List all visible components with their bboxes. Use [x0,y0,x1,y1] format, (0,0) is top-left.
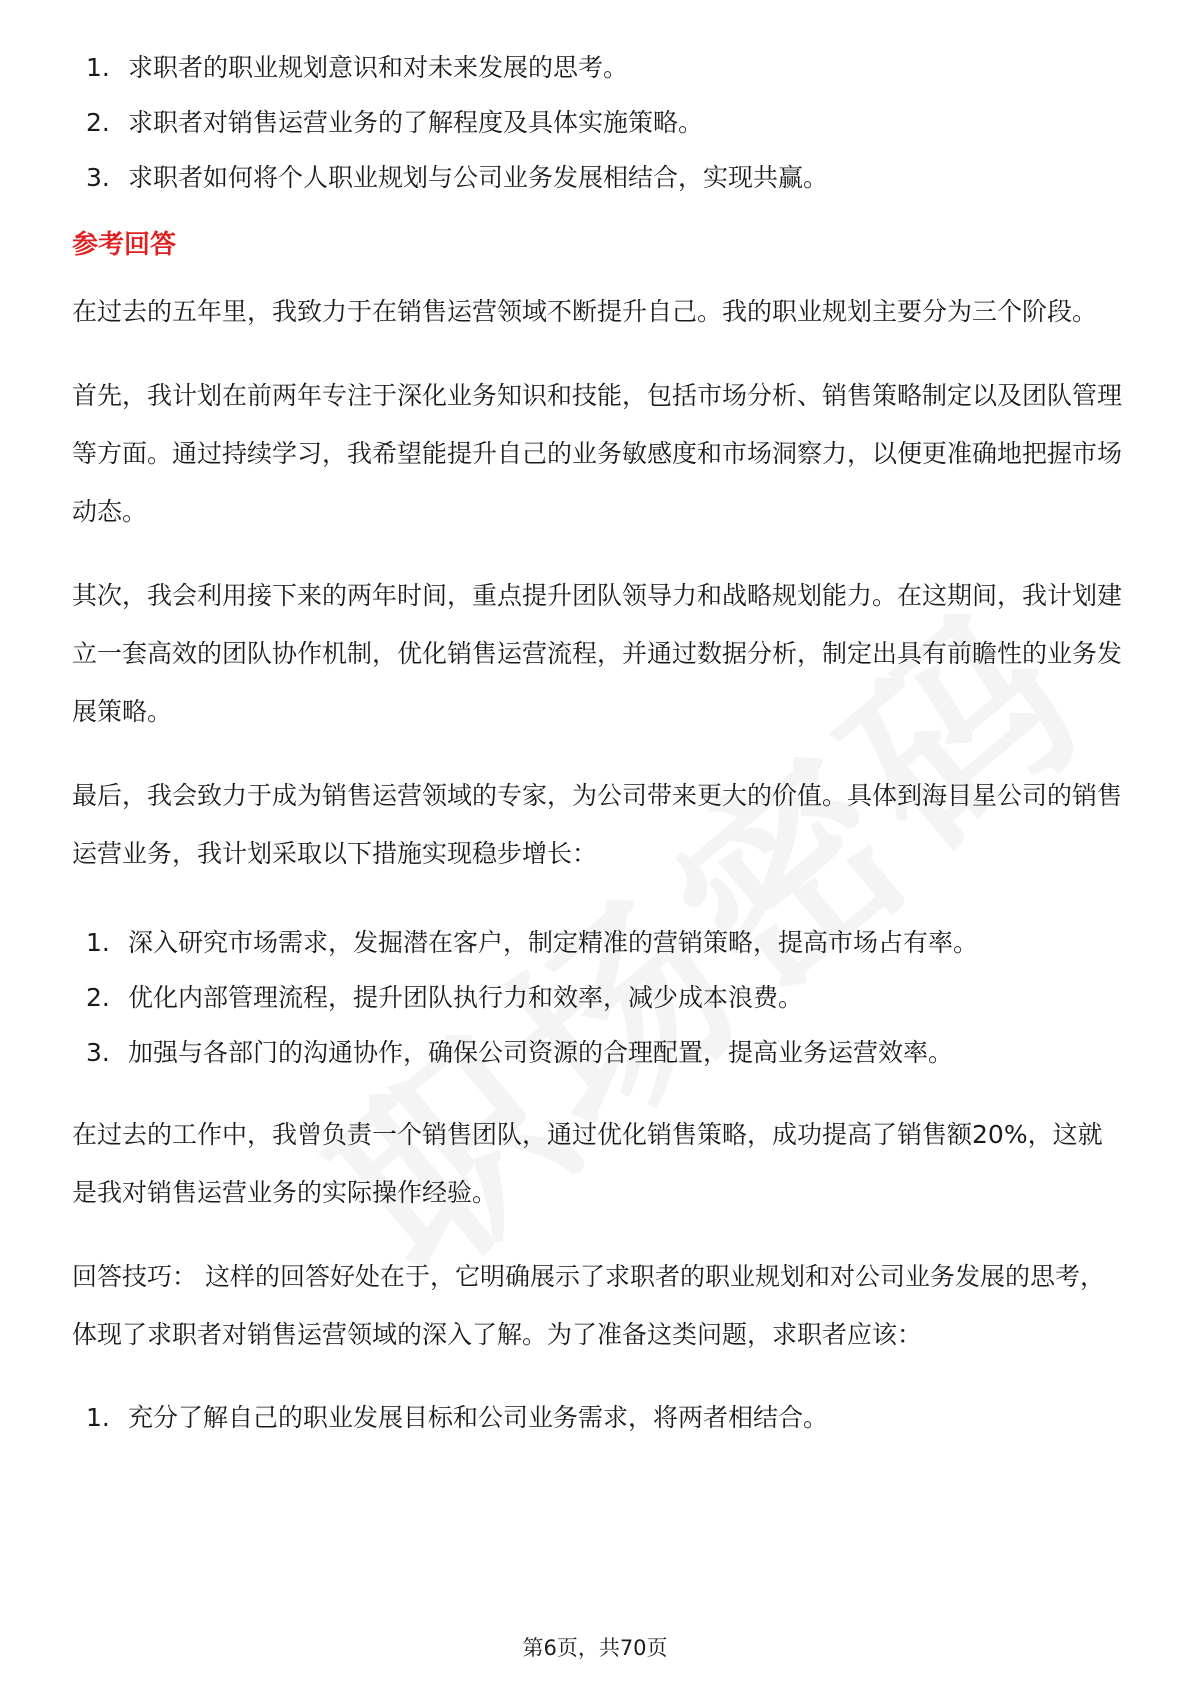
list-number: 1. [86,1403,110,1432]
list-number: 1. [86,928,110,957]
list-number: 1. [86,53,110,82]
section-title: 参考回答 [72,230,177,260]
page-number: 第6页，共70页 [522,1636,668,1660]
paragraph: 最后，我会致力于成为销售运营领域的专家，为公司带来更大的价值。具体到海目星公司的销售运营业务，我计划采取以下措施实现稳步增长： [72,781,1123,868]
list-item [72,150,1122,205]
list-text: 充分了解自己的职业发展目标和公司业务需求，将两者相结合。 [128,1403,829,1432]
list-text: 优化内部管理流程，提升团队执行力和效率，减少成本浪费。 [128,983,804,1012]
measures-list [72,915,1122,1080]
paragraph: 首先，我计划在前两年专注于深化业务知识和技能，包括市场分析、销售策略制定以及团队管理等方面。通过持续学习，我希望能提升自己的业务敏感度和市场洞察力，以便更准确地把握市场动态。 [72,381,1123,526]
intro-list [72,40,1122,205]
paragraph: 在过去的五年里，我致力于在销售运营领域不断提升自己。我的职业规划主要分为三个阶段。 [72,297,1098,326]
list-text: 加强与各部门的沟通协作，确保公司资源的合理配置，提高业务运营效率。 [128,1038,954,1067]
list-text: 求职者对销售运营业务的了解程度及具体实施策略。 [128,108,704,137]
list-number: 3. [86,1038,110,1067]
list-text: 深入研究市场需求，发掘潜在客户，制定精准的营销策略，提高市场占有率。 [128,928,979,957]
list-text: 求职者如何将个人职业规划与公司业务发展相结合，实现共赢。 [128,163,829,192]
list-item [72,40,1122,95]
list-item [72,915,1122,970]
list-item [72,95,1122,150]
list-number: 2. [86,983,110,1012]
experience-paragraph: 在过去的工作中，我曾负责一个销售团队，通过优化销售策略，成功提高了销售额20%，这就是我对销售运营业务的实际操作经验。 [72,1120,1103,1207]
list-item [72,1025,1122,1080]
document-body [72,40,1122,1445]
list-item [72,1390,1122,1445]
list-number: 3. [86,163,110,192]
list-item [72,970,1122,1025]
list-text: 求职者的职业规划意识和对未来发展的思考。 [128,53,629,82]
list-number: 2. [86,108,110,137]
tips-paragraph: 回答技巧： 这样的回答好处在于，它明确展示了求职者的职业规划和对公司业务发展的思考，体现了求职者对销售运营领域的深入了解。为了准备这类问题，求职者应该： [72,1262,1105,1349]
paragraph: 其次，我会利用接下来的两年时间，重点提升团队领导力和战略规划能力。在这期间，我计划建立一套高效的团队协作机制，优化销售运营流程，并通过数据分析，制定出具有前瞻性的业务发展策略。 [72,581,1123,726]
tips-list [72,1390,1122,1445]
